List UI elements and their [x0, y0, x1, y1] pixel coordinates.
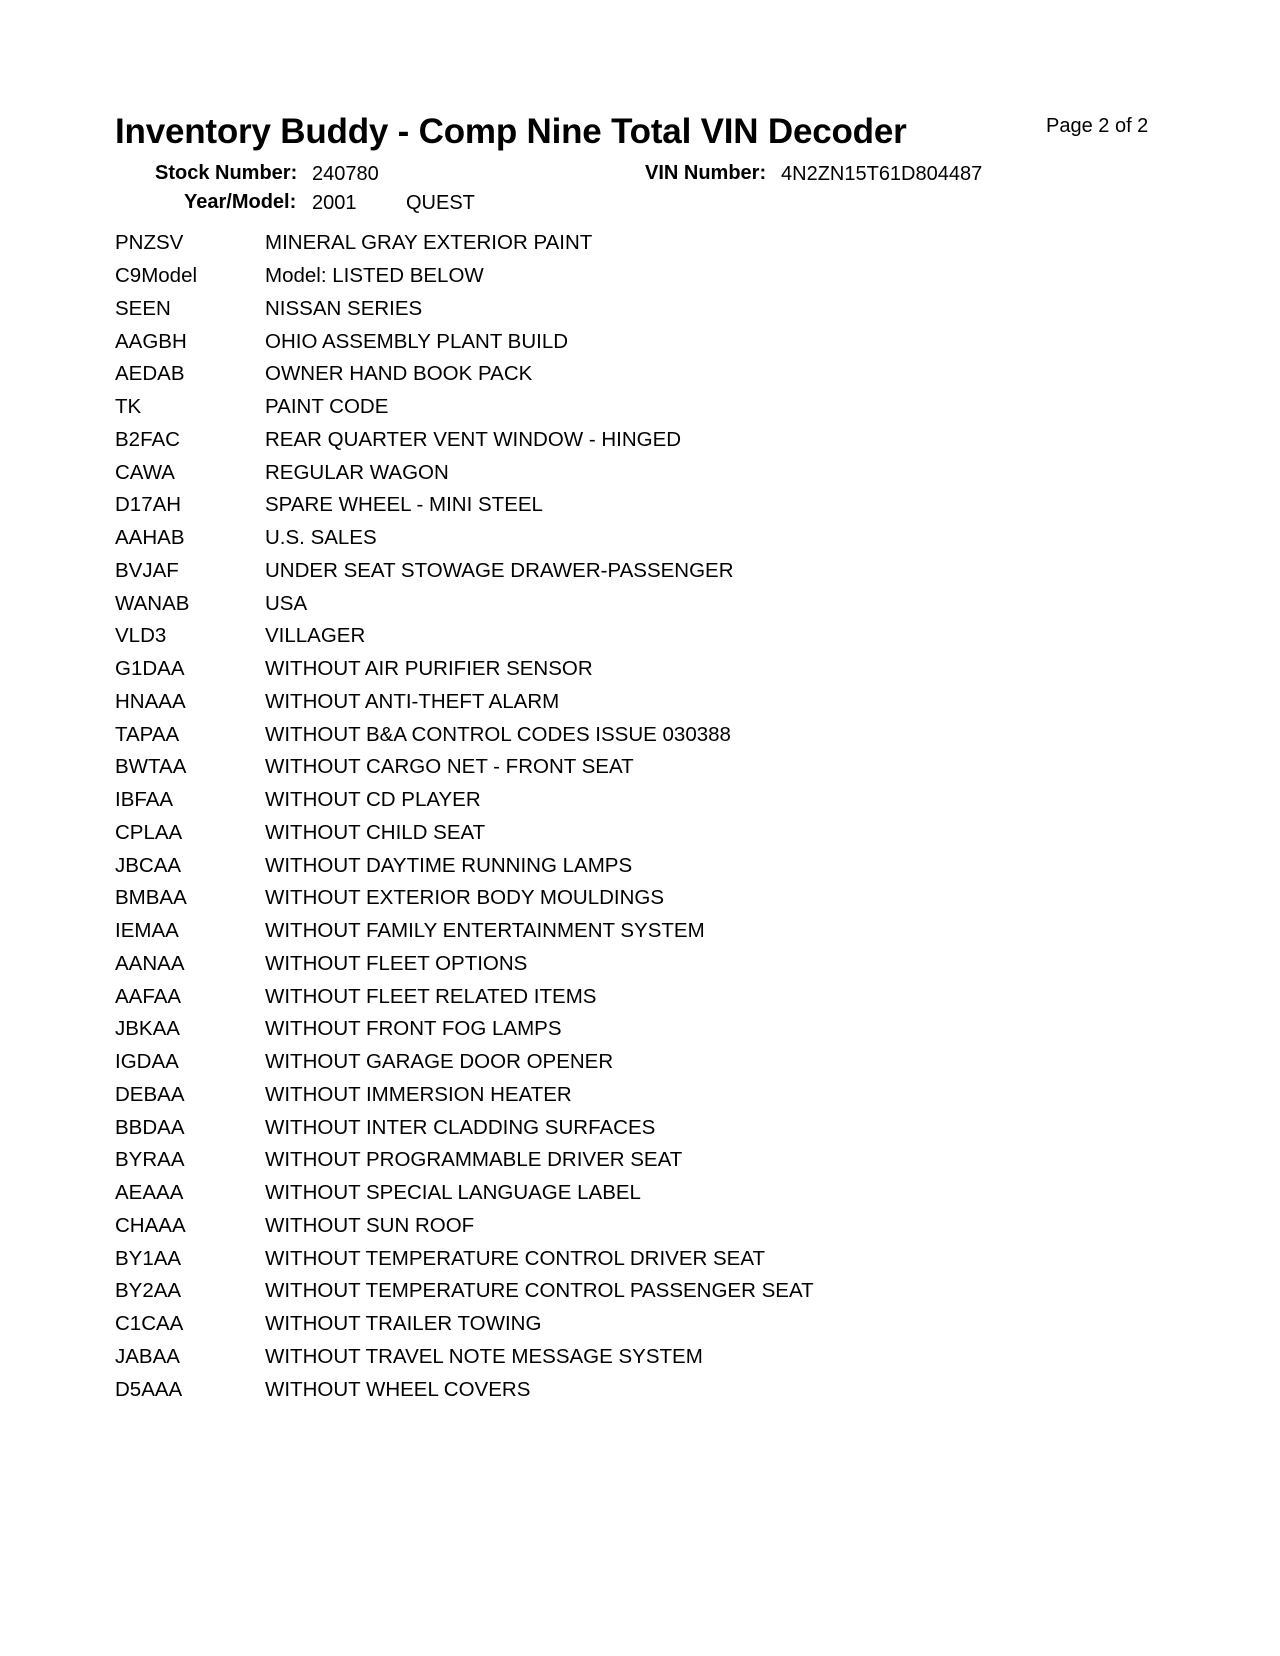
option-code: BMBAA [115, 886, 187, 910]
option-code: BWTAA [115, 755, 187, 779]
option-row [115, 1341, 814, 1374]
option-row [115, 980, 814, 1013]
option-description: WITHOUT GARAGE DOOR OPENER [265, 1050, 614, 1074]
option-description: SPARE WHEEL - MINI STEEL [265, 493, 543, 517]
option-code: HNAAA [115, 689, 186, 713]
option-row [115, 1210, 814, 1243]
option-description: USA [265, 591, 308, 615]
option-code: AAFAA [115, 984, 182, 1008]
option-row [115, 1046, 814, 1079]
option-description: WITHOUT EXTERIOR BODY MOULDINGS [265, 886, 665, 910]
option-description: U.S. SALES [265, 526, 377, 550]
option-code: JBKAA [115, 1017, 180, 1041]
option-description: WITHOUT CHILD SEAT [265, 820, 486, 844]
option-row [115, 1144, 814, 1177]
option-code: VLD3 [115, 624, 167, 648]
option-code: IEMAA [115, 919, 179, 943]
option-description: WITHOUT FRONT FOG LAMPS [265, 1017, 562, 1041]
option-row [115, 555, 814, 588]
option-code: C1CAA [115, 1312, 184, 1336]
stock-number-value: 240780 [312, 163, 379, 185]
option-row [115, 489, 814, 522]
option-row [115, 948, 814, 981]
option-row [115, 915, 814, 948]
option-code: WANAB [115, 591, 190, 615]
option-row [115, 784, 814, 817]
option-code: TK [115, 395, 142, 419]
option-row [115, 456, 814, 489]
option-code: DEBAA [115, 1082, 185, 1106]
option-row [115, 293, 814, 326]
option-description: WITHOUT TEMPERATURE CONTROL PASSENGER SEAT [265, 1279, 814, 1303]
option-code: AEAAA [115, 1181, 184, 1205]
option-row [115, 751, 814, 784]
option-code: SEEN [115, 296, 171, 320]
page-indicator: Page 2 of 2 [1046, 115, 1149, 137]
option-row [115, 849, 814, 882]
option-code: AEDAB [115, 362, 185, 386]
vin-label: VIN Number: [645, 162, 767, 184]
option-description: WITHOUT INTER CLADDING SURFACES [265, 1115, 656, 1139]
option-description: WITHOUT B&A CONTROL CODES ISSUE 030388 [265, 722, 731, 746]
option-description: WITHOUT FLEET OPTIONS [265, 951, 528, 975]
option-code: BY1AA [115, 1246, 182, 1270]
option-row [115, 358, 814, 391]
option-description: WITHOUT AIR PURIFIER SENSOR [265, 657, 593, 681]
option-row [115, 424, 814, 457]
option-code: CPLAA [115, 820, 183, 844]
option-row [115, 522, 814, 555]
option-description: WITHOUT SUN ROOF [265, 1213, 475, 1237]
option-code: JBCAA [115, 853, 182, 877]
stock-number-label: Stock Number: [155, 162, 298, 184]
option-description: OHIO ASSEMBLY PLANT BUILD [265, 329, 569, 353]
option-code: CHAAA [115, 1213, 186, 1237]
option-description: WITHOUT CARGO NET - FRONT SEAT [265, 755, 634, 779]
option-row [115, 1111, 814, 1144]
option-description: WITHOUT CD PLAYER [265, 788, 481, 812]
option-row [115, 325, 814, 358]
option-code: BBDAA [115, 1115, 185, 1139]
option-row [115, 1177, 814, 1210]
model-value: QUEST [406, 192, 475, 214]
option-description: PAINT CODE [265, 395, 389, 419]
option-description: WITHOUT PROGRAMMABLE DRIVER SEAT [265, 1148, 683, 1172]
option-description: WITHOUT TEMPERATURE CONTROL DRIVER SEAT [265, 1246, 766, 1270]
option-code: D5AAA [115, 1377, 183, 1401]
option-row [115, 620, 814, 653]
option-row [115, 817, 814, 850]
option-code: AAGBH [115, 329, 187, 353]
option-code: AANAA [115, 951, 185, 975]
option-code: IGDAA [115, 1050, 179, 1074]
option-description: WITHOUT ANTI-THEFT ALARM [265, 689, 560, 713]
page-title: Inventory Buddy - Comp Nine Total VIN Decoder [115, 112, 907, 151]
option-description: WITHOUT TRAVEL NOTE MESSAGE SYSTEM [265, 1344, 703, 1368]
option-code: BY2AA [115, 1279, 182, 1303]
option-code: TAPAA [115, 722, 180, 746]
option-code: PNZSV [115, 231, 184, 255]
option-description: MINERAL GRAY EXTERIOR PAINT [265, 231, 593, 255]
option-code: JABAA [115, 1344, 180, 1368]
option-row [115, 1373, 814, 1406]
option-code-list [115, 227, 814, 1406]
option-code: C9Model [115, 264, 198, 288]
option-code: G1DAA [115, 657, 185, 681]
option-row [115, 686, 814, 719]
option-code: IBFAA [115, 788, 174, 812]
option-description: UNDER SEAT STOWAGE DRAWER-PASSENGER [265, 558, 734, 582]
option-row [115, 391, 814, 424]
option-row [115, 227, 814, 260]
option-description: OWNER HAND BOOK PACK [265, 362, 533, 386]
option-code: BYRAA [115, 1148, 185, 1172]
year-value: 2001 [312, 192, 357, 214]
option-description: WITHOUT FAMILY ENTERTAINMENT SYSTEM [265, 919, 705, 943]
option-description: VILLAGER [265, 624, 366, 648]
vin-value: 4N2ZN15T61D804487 [781, 163, 983, 185]
option-row [115, 1013, 814, 1046]
option-row [115, 1242, 814, 1275]
option-description: WITHOUT SPECIAL LANGUAGE LABEL [265, 1181, 641, 1205]
option-description: WITHOUT IMMERSION HEATER [265, 1082, 572, 1106]
option-description: WITHOUT DAYTIME RUNNING LAMPS [265, 853, 633, 877]
option-description: WITHOUT TRAILER TOWING [265, 1312, 542, 1336]
option-row [115, 653, 814, 686]
option-row [115, 587, 814, 620]
option-description: REGULAR WAGON [265, 460, 449, 484]
option-row [115, 1308, 814, 1341]
year-model-label: Year/Model: [184, 191, 297, 213]
option-code: D17AH [115, 493, 182, 517]
option-description: NISSAN SERIES [265, 296, 423, 320]
option-description: Model: LISTED BELOW [265, 264, 484, 288]
option-code: AAHAB [115, 526, 185, 550]
option-description: WITHOUT WHEEL COVERS [265, 1377, 531, 1401]
option-code: BVJAF [115, 558, 179, 582]
option-description: REAR QUARTER VENT WINDOW - HINGED [265, 427, 682, 451]
option-code: CAWA [115, 460, 175, 484]
option-row [115, 1079, 814, 1112]
option-row [115, 260, 814, 293]
option-row [115, 1275, 814, 1308]
option-code: B2FAC [115, 427, 180, 451]
option-row [115, 718, 814, 751]
option-row [115, 882, 814, 915]
option-description: WITHOUT FLEET RELATED ITEMS [265, 984, 597, 1008]
